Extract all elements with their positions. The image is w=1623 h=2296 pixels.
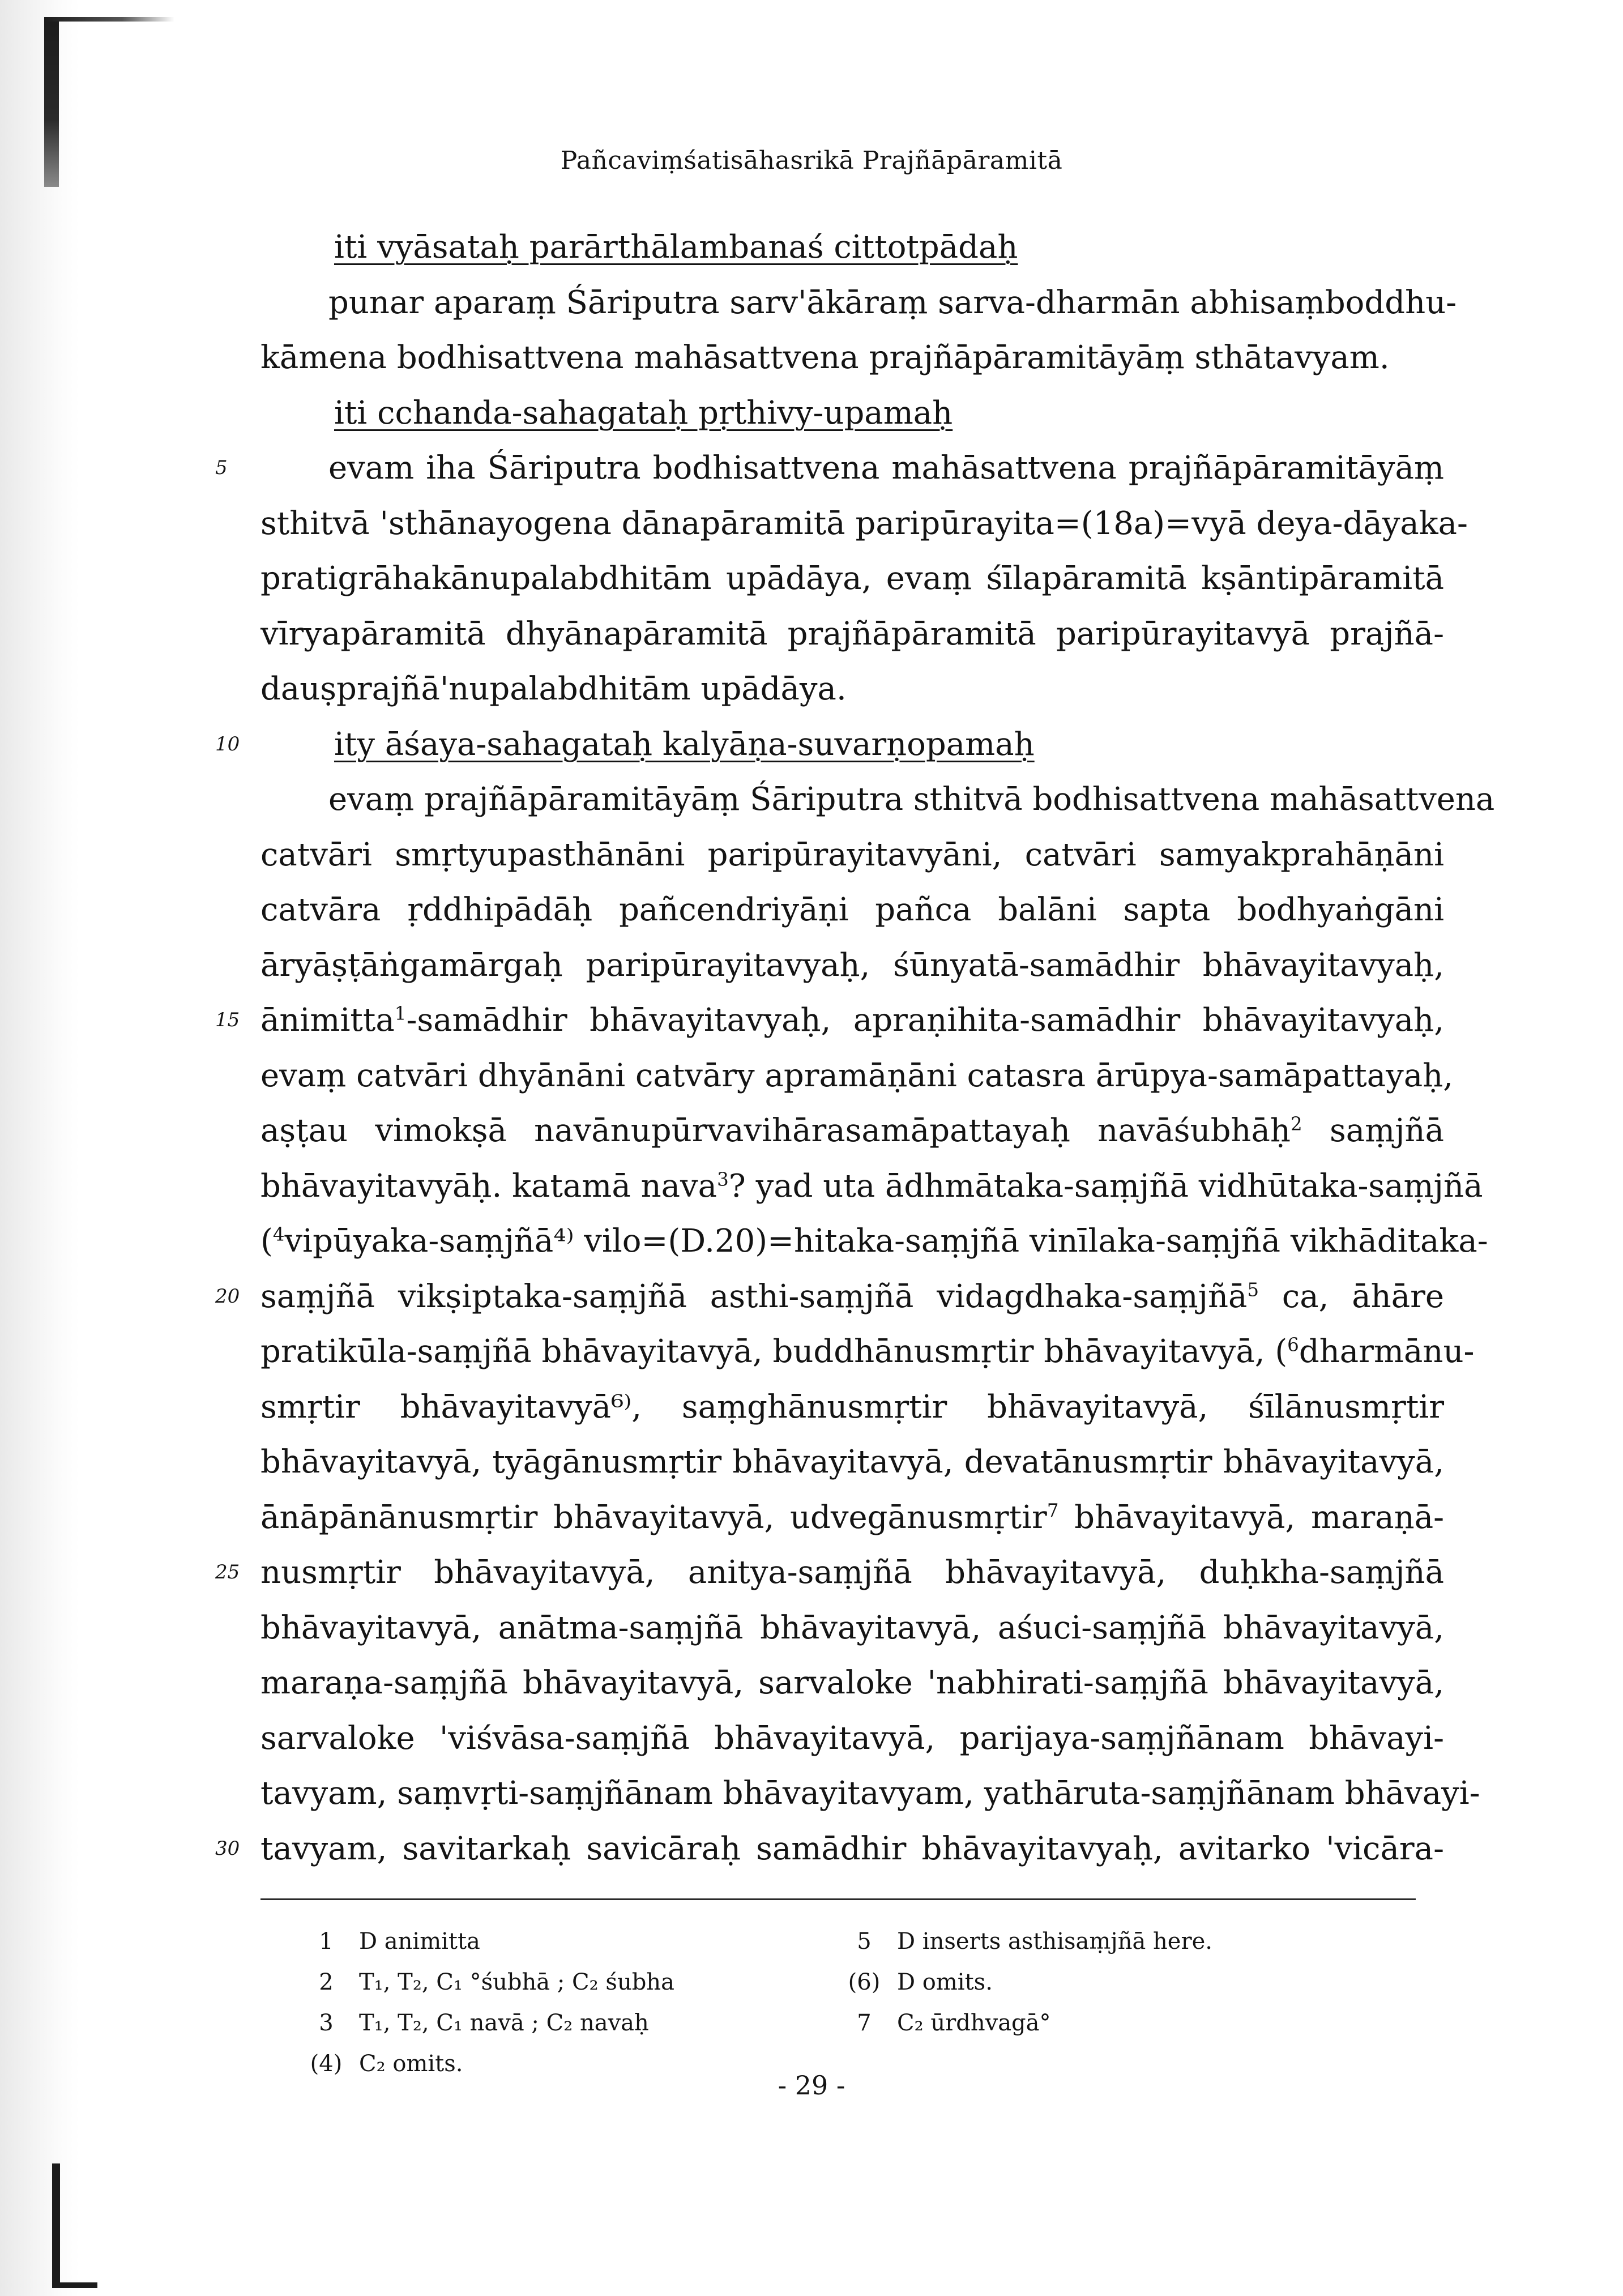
- text-line: [260, 1766, 1480, 1821]
- line-text: tavyam, saṃvṛti-saṃjñānam bhāvayitavyam, yathāruta-saṃjñānam bhāvayi-: [260, 1775, 1480, 1812]
- scan-edge-mark-top-horizontal: [44, 17, 174, 22]
- line-text: evam iha Śāriputra bodhisattvena mahāsattvena prajñāpāramitāyāṃ: [328, 450, 1444, 486]
- footnote-number: (4): [310, 2051, 343, 2077]
- footnote-left: [306, 1921, 844, 1962]
- text-line: [260, 551, 1444, 607]
- line-text: pratikūla-saṃjñā bhāvayitavyā, buddhānusmṛtir bhāvayitavyā, (: [260, 1333, 1288, 1370]
- section-heading-line: [215, 717, 1444, 773]
- footnote-text: D inserts asthisaṃjñā here.: [897, 1928, 1212, 1954]
- text-line: [260, 1048, 1454, 1104]
- line-text: bhāvayitavyāḥ. katamā nava: [260, 1167, 717, 1205]
- text-line: [260, 607, 1444, 662]
- text-line: [260, 827, 1444, 883]
- line-text: nusmṛtir bhāvayitavyā, anitya-saṃjñā bhāvayitavyā, duḥkha-saṃjñā: [260, 1554, 1444, 1591]
- text-line: [260, 1103, 1444, 1159]
- text-line: [260, 1159, 1483, 1214]
- text-line: [260, 882, 1444, 938]
- footnote-ref: 4: [272, 1223, 285, 1245]
- line-text-continued: -samādhir bhāvayitavyaḥ, apraṇihita-samādhir bhāvayitavyaḥ,: [406, 1002, 1444, 1039]
- text-line: [260, 275, 1457, 331]
- line-text: iti vyāsataḥ parārthālambanaś cittotpādaḥ: [334, 229, 1018, 266]
- text-line: [215, 993, 1444, 1048]
- footnote-ref: 1: [394, 1002, 407, 1025]
- line-text: saṃjñā vikṣiptaka-saṃjñā asthi-saṃjñā vidagdhaka-saṃjñā: [260, 1278, 1248, 1315]
- line-text: vīryapāramitā dhyānapāramitā prajñāpāramitā paripūrayitavyā prajñā-: [260, 615, 1444, 652]
- footnote-right: [844, 1962, 1382, 2003]
- footnote-text: D animitta: [359, 1928, 480, 1954]
- text-line: [260, 1324, 1475, 1380]
- text-line: [260, 1711, 1444, 1766]
- line-text: ānimitta: [260, 1002, 395, 1039]
- footnote-text: T₁, T₂, C₁ °śubhā ; C₂ śubha: [359, 1969, 674, 1995]
- line-number: 20: [215, 1284, 240, 1308]
- footnote-number: 3: [319, 2010, 334, 2036]
- underlined-heading: [334, 229, 1018, 266]
- scan-edge-mark-bottom-horizontal: [52, 2282, 97, 2288]
- line-text: ānāpānānusmṛtir bhāvayitavyā, udvegānusmṛtir: [260, 1499, 1047, 1536]
- line-text: ity āśaya-sahagataḥ kalyāṇa-suvarṇopamaḥ: [334, 725, 1035, 763]
- footnote-number: (6): [848, 1969, 881, 1995]
- footnote-ref: 3: [717, 1168, 729, 1190]
- footnote-text: T₁, T₂, C₁ navā ; C₂ navaḥ: [359, 2010, 649, 2036]
- footnote-rule: [260, 1898, 1416, 1900]
- text-line: [260, 1214, 1488, 1269]
- line-text: dauṣprajñā'nupalabdhitām upādāya.: [260, 671, 847, 707]
- line-number: 5: [215, 456, 228, 479]
- text-line: [260, 938, 1444, 993]
- text-line: [215, 1821, 1444, 1877]
- body-text: [215, 220, 1495, 1876]
- line-text: āryāṣṭāṅgamārgaḥ paripūrayitavyaḥ, śūnyatā-samādhir bhāvayitavyaḥ,: [260, 946, 1444, 984]
- line-text: smṛtir bhāvayitavyā⁶⁾, saṃghānusmṛtir bhāvayitavyā, śīlānusmṛtir: [260, 1388, 1444, 1426]
- line-text-continued: ? yad uta ādhmātaka-saṃjñā vidhūtaka-saṃjñā: [728, 1167, 1483, 1205]
- footnote-number: 2: [319, 1969, 334, 1995]
- line-text: evaṃ prajñāpāramitāyāṃ Śāriputra sthitvā bodhisattvena mahāsattvena: [328, 781, 1495, 818]
- underlined-heading: [334, 395, 953, 432]
- footnote-left: [306, 2003, 844, 2043]
- text-line: [260, 496, 1468, 552]
- line-number: 10: [215, 732, 240, 756]
- footnote-ref: 5: [1247, 1278, 1259, 1300]
- text-line: [215, 1545, 1444, 1601]
- line-number: 15: [215, 1009, 240, 1031]
- line-text: aṣṭau vimokṣā navānupūrvavihārasamāpattayaḥ navāśubhāḥ: [260, 1112, 1291, 1149]
- text-line: [215, 1269, 1444, 1325]
- footnote-ref: 7: [1047, 1499, 1059, 1521]
- line-text: kāmena bodhisattvena mahāsattvena prajñāpāramitāyāṃ sthātavyam.: [260, 339, 1390, 376]
- footnotes: [306, 1921, 1438, 2084]
- scan-edge-mark-bottom: [52, 2163, 60, 2288]
- line-number: 25: [215, 1561, 240, 1584]
- line-text-continued: ca, āhāre: [1259, 1278, 1444, 1315]
- line-text: catvāri smṛtyupasthānāni paripūrayitavyāni, catvāri samyakprahāṇāni: [260, 836, 1444, 873]
- footnote-row: [306, 1962, 1438, 2003]
- line-number: 30: [215, 1837, 240, 1860]
- footnote-text: D omits.: [897, 1969, 993, 1995]
- binding-edge-shadow: [0, 0, 79, 2296]
- text-line: [215, 441, 1444, 496]
- line-text: bhāvayitavyā, anātma-saṃjñā bhāvayitavyā, aśuci-saṃjñā bhāvayitavyā,: [260, 1609, 1444, 1646]
- footnote-right: [844, 1921, 1382, 1962]
- line-text-continued: vipūyaka-saṃjñā⁴⁾ vilo=(D.20)=hitaka-saṃjñā vinīlaka-saṃjñā vikhāditaka-: [284, 1223, 1488, 1260]
- footnote-ref: 6: [1287, 1334, 1299, 1356]
- footnote-right: [844, 2003, 1382, 2043]
- page-number: - 29 -: [778, 2070, 845, 2101]
- running-head: Pañcaviṃśatisāhasrikā Prajñāpāramitā: [560, 146, 1063, 175]
- line-text-continued: bhāvayitavyā, maraṇā-: [1058, 1499, 1444, 1536]
- underlined-heading: [334, 726, 1035, 763]
- footnote-row: [306, 1921, 1438, 1962]
- section-heading-line: [260, 386, 1444, 441]
- line-text-continued: dharmānu-: [1299, 1333, 1475, 1370]
- footnote-number: 5: [857, 1928, 872, 1954]
- line-text-continued: saṃjñā: [1302, 1112, 1444, 1149]
- footnote-row: [306, 2003, 1438, 2043]
- line-text: catvāra ṛddhipādāḥ pañcendriyāṇi pañca balāni sapta bodhyaṅgāni: [260, 891, 1444, 928]
- line-text: bhāvayitavyā, tyāgānusmṛtir bhāvayitavyā, devatānusmṛtir bhāvayitavyā,: [260, 1444, 1444, 1480]
- line-text: maraṇa-saṃjñā bhāvayitavyā, sarvaloke 'nabhirati-saṃjñā bhāvayitavyā,: [260, 1665, 1444, 1701]
- footnote-left: [306, 1962, 844, 2003]
- footnote-number: 1: [319, 1928, 334, 1954]
- text-line: [260, 330, 1444, 386]
- text-line: [260, 772, 1495, 827]
- line-text: sthitvā 'sthānayogena dānapāramitā paripūrayita=(18a)=vyā deya-dāyaka-: [260, 505, 1468, 542]
- line-text: (: [260, 1223, 273, 1260]
- footnote-ref: 2: [1290, 1113, 1302, 1135]
- text-line: [260, 662, 1444, 717]
- line-text: iti cchanda-sahagataḥ pṛthivy-upamaḥ: [334, 394, 953, 432]
- section-heading-line: [260, 220, 1444, 275]
- text-line: [260, 1601, 1444, 1656]
- footnote-text: C₂ ūrdhvagā°: [897, 2010, 1051, 2036]
- line-text: punar aparaṃ Śāriputra sarv'ākāraṃ sarva-dharmān abhisaṃboddhu-: [328, 284, 1457, 321]
- text-line: [260, 1490, 1444, 1546]
- line-text: pratigrāhakānupalabdhitām upādāya, evaṃ śīlapāramitā kṣāntipāramitā: [260, 560, 1444, 597]
- footnote-text: C₂ omits.: [359, 2051, 463, 2077]
- text-line: [260, 1435, 1444, 1490]
- text-line: [260, 1655, 1444, 1711]
- line-text: evaṃ catvāri dhyānāni catvāry apramāṇāni catasra ārūpya-samāpattayaḥ,: [260, 1057, 1454, 1094]
- footnote-number: 7: [857, 2010, 872, 2036]
- text-line: [260, 1380, 1444, 1435]
- line-text: tavyam, savitarkaḥ savicāraḥ samādhir bhāvayitavyaḥ, avitarko 'vicāra-: [260, 1830, 1444, 1867]
- line-text: sarvaloke 'viśvāsa-saṃjñā bhāvayitavyā, parijaya-saṃjñānam bhāvayi-: [260, 1719, 1444, 1757]
